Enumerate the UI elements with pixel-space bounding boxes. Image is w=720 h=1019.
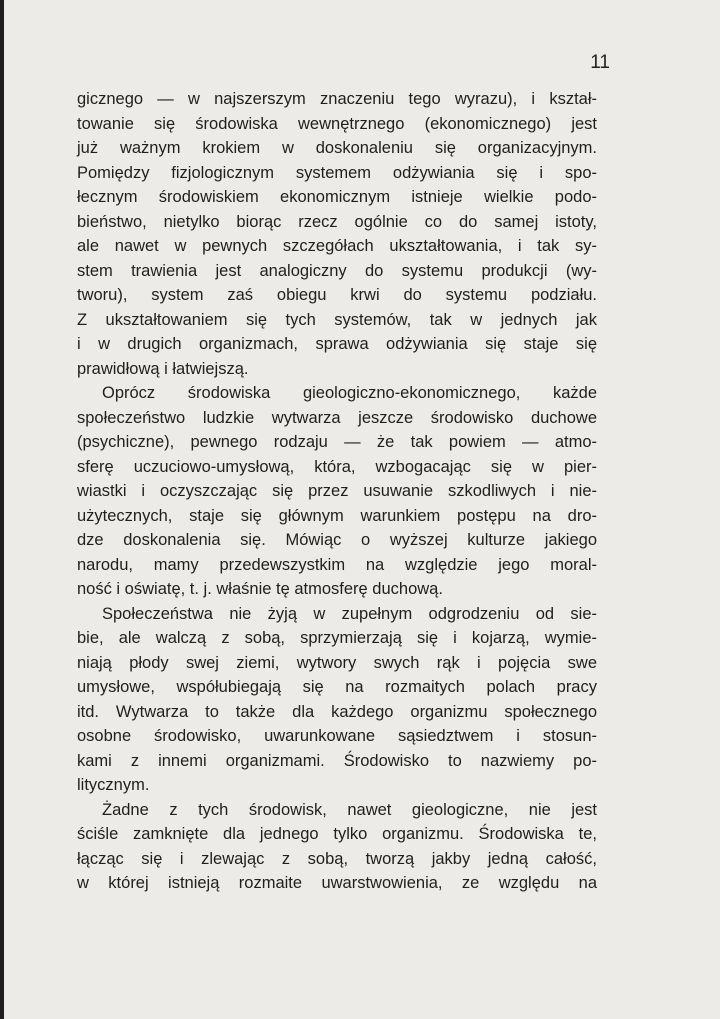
text-line: narodu, mamy przedewszystkim na względzie jego moral- bbox=[77, 555, 597, 574]
text-line: (psychiczne), pewnego rodzaju — że tak powiem — atmo- bbox=[77, 433, 597, 451]
text-line: Pomiędzy fizjologicznym systemem odżywiania się i spo- bbox=[77, 163, 597, 182]
text-line: wiastki i oczyszczając się przez usuwanie szkodliwych i nie- bbox=[77, 482, 597, 500]
text-line: ność i oświatę, t. j. właśnie tę atmosferę duchową. bbox=[77, 580, 443, 598]
text-line: w której istnieją rozmaite uwarstwowienia, ze względu na bbox=[77, 874, 597, 892]
text-line: użytecznych, staje się głównym warunkiem postępu na dro- bbox=[77, 506, 597, 525]
page-edge-shadow bbox=[0, 0, 4, 1019]
text-line: umysłowe, współubiegają się na rozmaitych polach pracy bbox=[77, 678, 597, 696]
text-line: osobne środowisko, uwarunkowane sąsiedztwem i stosun- bbox=[77, 727, 597, 745]
text-line: łecznym środowiskiem ekonomicznym istnieje wielkie podo- bbox=[77, 188, 597, 206]
text-line: stem trawienia jest analogiczny do systemu produkcji (wy- bbox=[77, 261, 597, 280]
text-line: Z ukształtowaniem się tych systemów, tak w jednych jak bbox=[77, 310, 597, 329]
text-line: i w drugich organizmach, sprawa odżywiania się staje się bbox=[77, 335, 597, 353]
text-line: bie, ale walczą z sobą, sprzymierzają się i kojarzą, wymie- bbox=[77, 629, 597, 647]
body-text bbox=[77, 87, 597, 896]
text-line: litycznym. bbox=[77, 776, 150, 794]
text-line: kami z innemi organizmami. Środowisko to nazwiemy po- bbox=[77, 751, 597, 770]
text-line: tworu), system zaś obiegu krwi do systemu podziału. bbox=[77, 286, 597, 304]
text-line: itd. Wytwarza to także dla każdego organizmu społecznego bbox=[77, 702, 597, 721]
text-line: towanie się środowiska wewnętrznego (ekonomicznego) jest bbox=[77, 114, 597, 133]
text-line: społeczeństwo ludzkie wytwarza jeszcze środowisko duchowe bbox=[77, 408, 597, 427]
page-number: 11 bbox=[590, 52, 610, 73]
text-line: dze doskonalenia się. Mówiąc o wyższej kulturze jakiego bbox=[77, 531, 597, 549]
text-line: Oprócz środowiska gieologiczno-ekonomicznego, każde bbox=[102, 384, 597, 402]
text-line: Społeczeństwa nie żyją w zupełnym odgrodzeniu od sie- bbox=[102, 604, 597, 623]
text-line: łącząc się i zlewając z sobą, tworzą jakby jedną całość, bbox=[77, 849, 597, 868]
text-line: gicznego — w najszerszym znaczeniu tego wyrazu), i kształ- bbox=[77, 90, 597, 108]
text-line: ale nawet w pewnych szczegółach ukształtowania, i tak sy- bbox=[77, 237, 597, 255]
text-line: sferę uczuciowo-umysłową, która, wzbogacając się w pier- bbox=[77, 457, 597, 476]
text-line: niają płody swej ziemi, wytwory swych rąk i pojęcia swe bbox=[77, 653, 597, 672]
text-line: prawidłową i łatwiejszą. bbox=[77, 359, 249, 378]
text-line: bieństwo, nietylko biorąc rzecz ogólnie co do samej istoty, bbox=[77, 212, 597, 231]
text-line: ściśle zamknięte dla jednego tylko organizmu. Środowiska te, bbox=[77, 825, 597, 843]
text-line: już ważnym krokiem w doskonaleniu się organizacyjnym. bbox=[77, 139, 597, 157]
text-line: Żadne z tych środowisk, nawet gieologiczne, nie jest bbox=[102, 800, 597, 819]
